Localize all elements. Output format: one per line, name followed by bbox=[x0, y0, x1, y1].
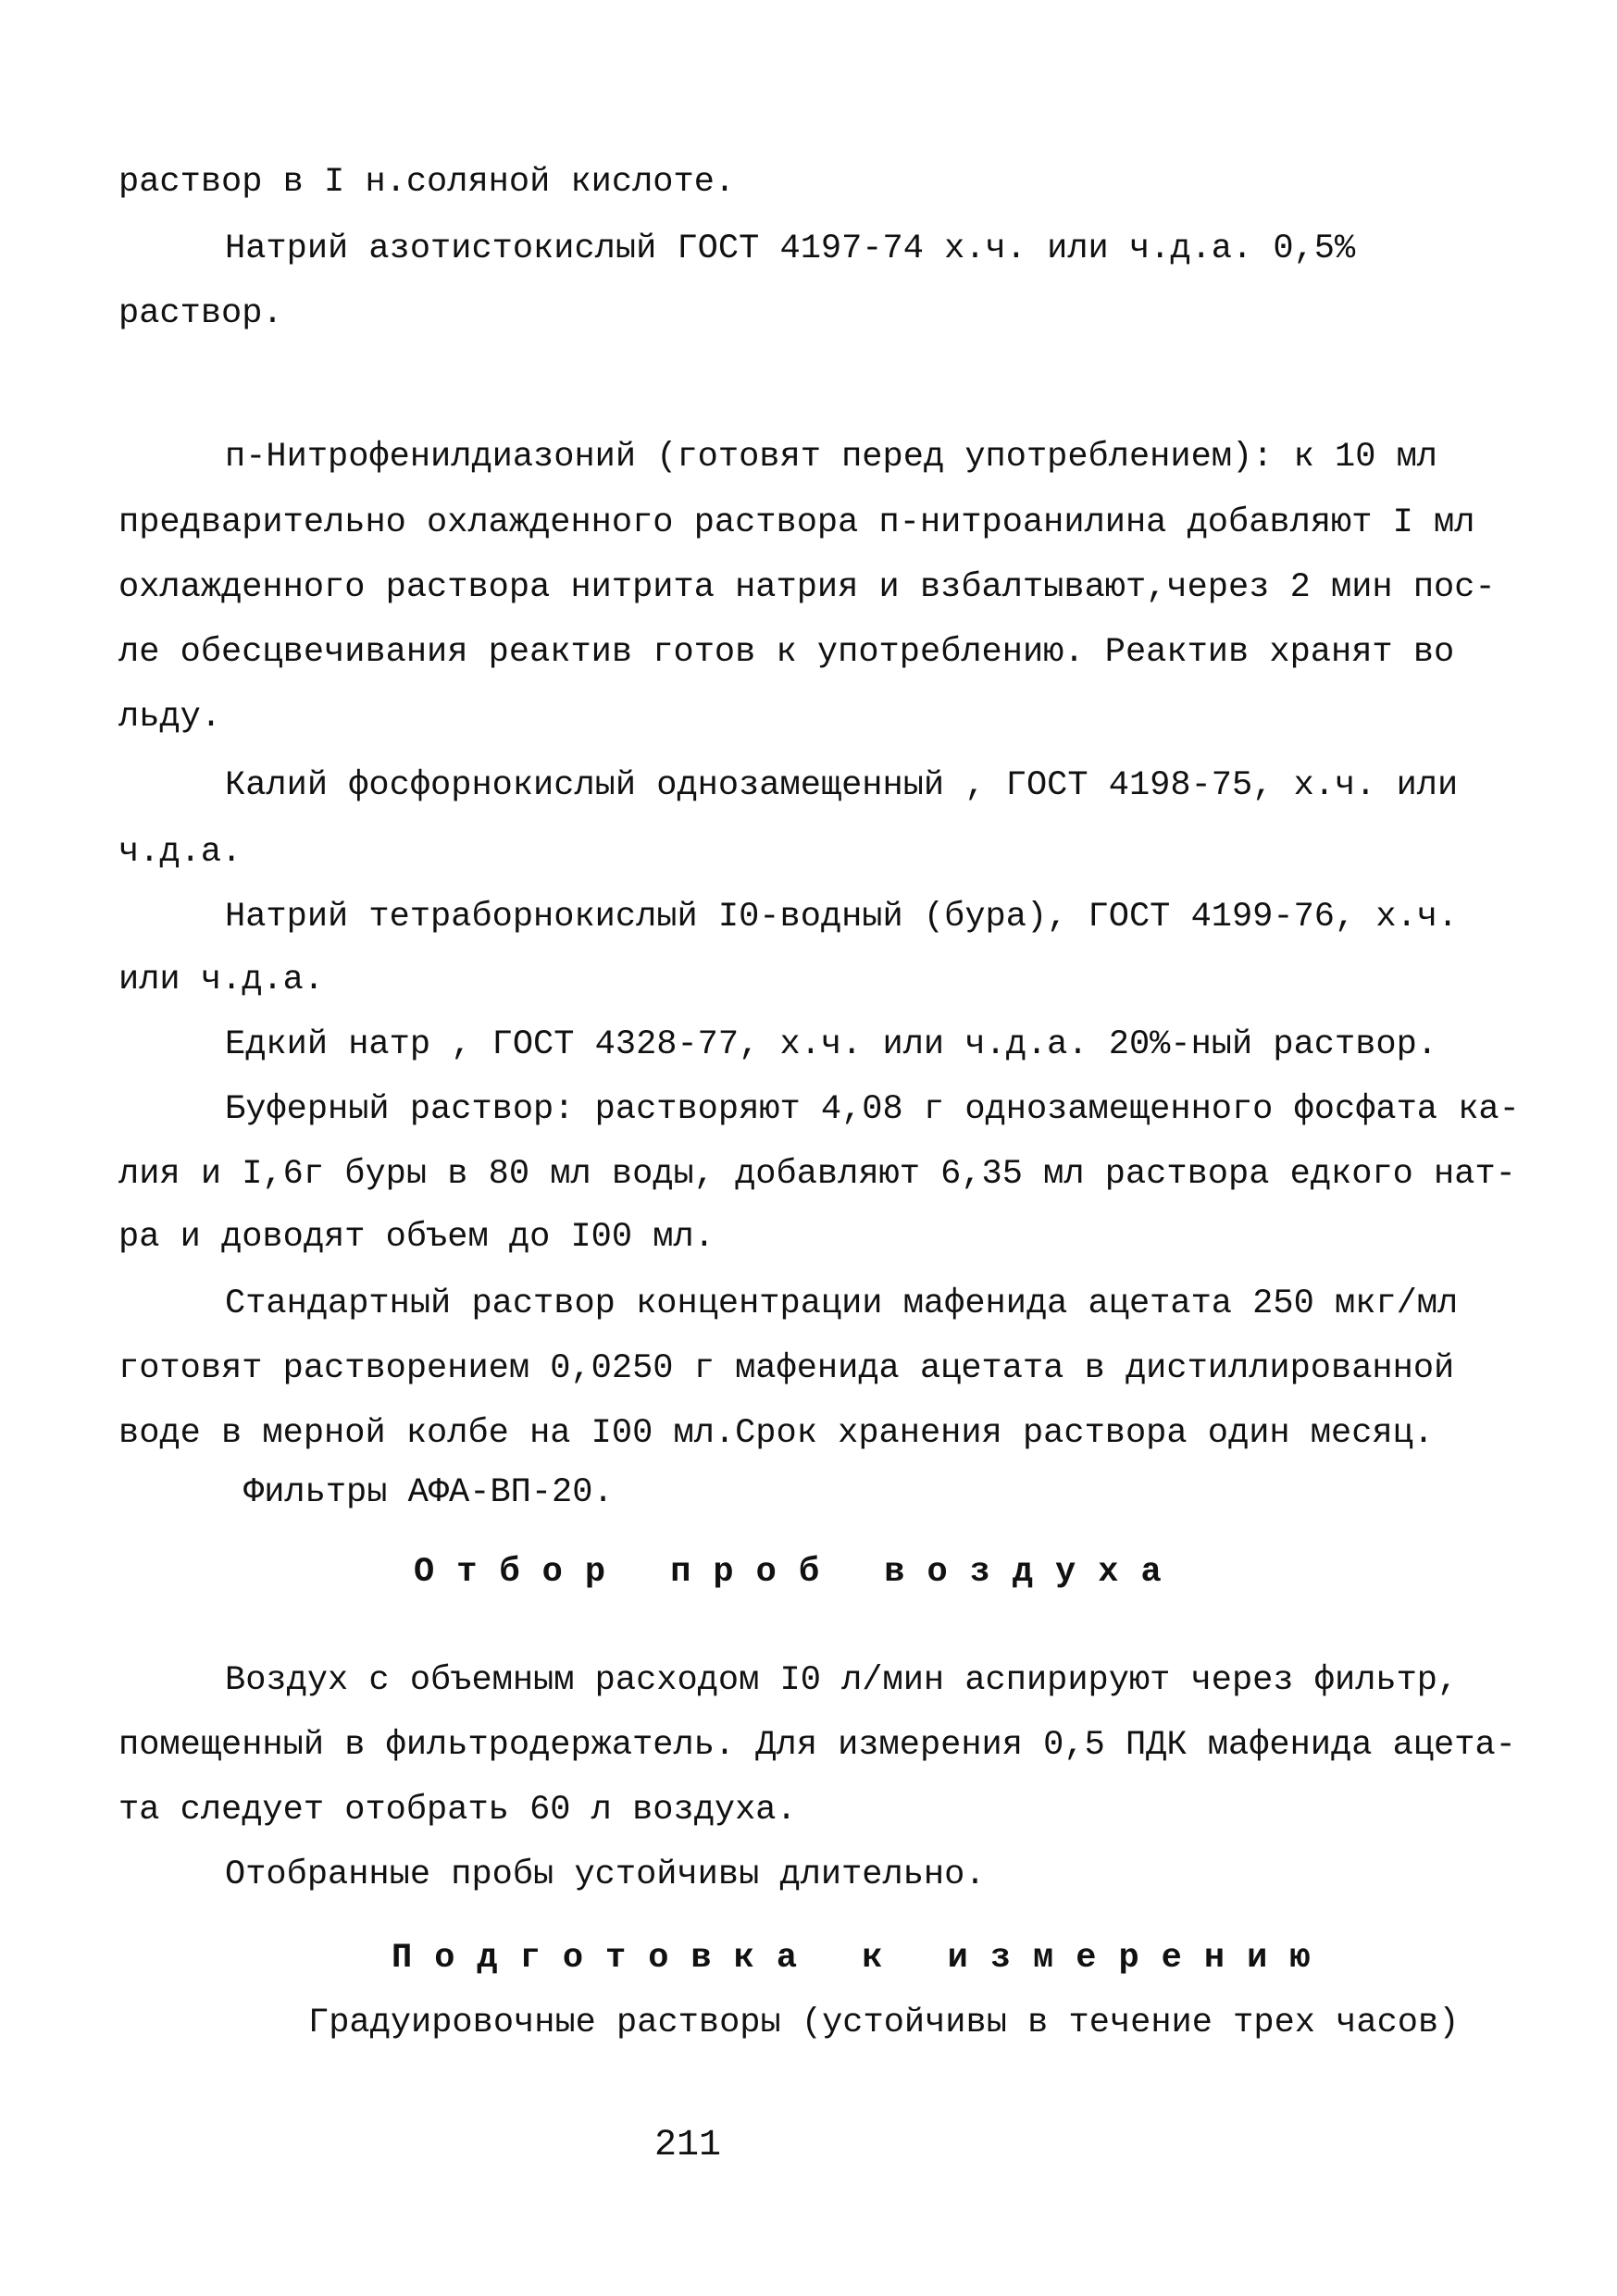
text-line: лия и I,6г буры в 80 мл воды, добавляют 6,35 мл раствора едкого нат- bbox=[118, 1155, 1516, 1194]
text-line: Натрий азотистокислый ГОСТ 4197-74 х.ч. или ч.д.а. 0,5% bbox=[225, 230, 1356, 268]
text-line: Калий фосфорнокислый однозамещенный , ГОСТ 4198-75, х.ч. или bbox=[225, 766, 1459, 805]
page-number: 211 bbox=[654, 2125, 722, 2166]
text-line: Отобранные пробы устойчивы длительно. bbox=[225, 1855, 986, 1894]
text-line: ра и доводят объем до I00 мл. bbox=[118, 1218, 715, 1257]
text-line: или ч.д.а. bbox=[118, 961, 325, 999]
text-line: Натрий тетраборнокислый I0-водный (бура), ГОСТ 4199-76, х.ч. bbox=[225, 898, 1459, 937]
text-line: та следует отобрать 60 л воздуха. bbox=[118, 1791, 797, 1830]
section-heading: Отбор проб воздуха bbox=[414, 1553, 1184, 1592]
text-line: льду. bbox=[118, 698, 222, 737]
text-line: воде в мерной колбе на I00 мл.Срок хранения раствора один месяц. bbox=[118, 1414, 1435, 1453]
text-line: ле обесцвечивания реактив готов к употреблению. Реактив хранят во bbox=[118, 633, 1455, 672]
text-line: раствор в I н.соляной кислоте. bbox=[118, 163, 736, 202]
text-line: Буферный раствор: растворяют 4,08 г однозамещенного фосфата ка- bbox=[225, 1090, 1520, 1129]
text-line: Фильтры АФА-ВП-20. bbox=[243, 1473, 614, 1512]
text-line: п-Нитрофенилдиазоний (готовят перед употреблением): к 10 мл bbox=[225, 438, 1438, 477]
text-line: предварительно охлажденного раствора п-нитроанилина добавляют I мл bbox=[118, 503, 1475, 542]
text-line: готовят растворением 0,0250 г мафенида ацетата в дистиллированной bbox=[118, 1349, 1455, 1388]
text-line: Градуировочные растворы (устойчивы в течение трех часов) bbox=[308, 2004, 1460, 2042]
text-line: Воздух с объемным расходом I0 л/мин аспирируют через фильтр, bbox=[225, 1661, 1459, 1700]
text-line: ч.д.а. bbox=[118, 833, 243, 872]
text-line: охлажденного раствора нитрита натрия и взбалтывают,через 2 мин пос- bbox=[118, 568, 1496, 607]
section-heading: Подготовка к измерению bbox=[392, 1939, 1333, 1978]
text-line: помещенный в фильтродержатель. Для измерения 0,5 ПДК мафенида ацета- bbox=[118, 1726, 1516, 1765]
text-line: Стандартный раствор концентрации мафенида ацетата 250 мкг/мл bbox=[225, 1285, 1459, 1323]
text-line: раствор. bbox=[118, 294, 283, 333]
text-line: Едкий натр , ГОСТ 4328-77, х.ч. или ч.д.а. 20%-ный раствор. bbox=[225, 1025, 1438, 1064]
